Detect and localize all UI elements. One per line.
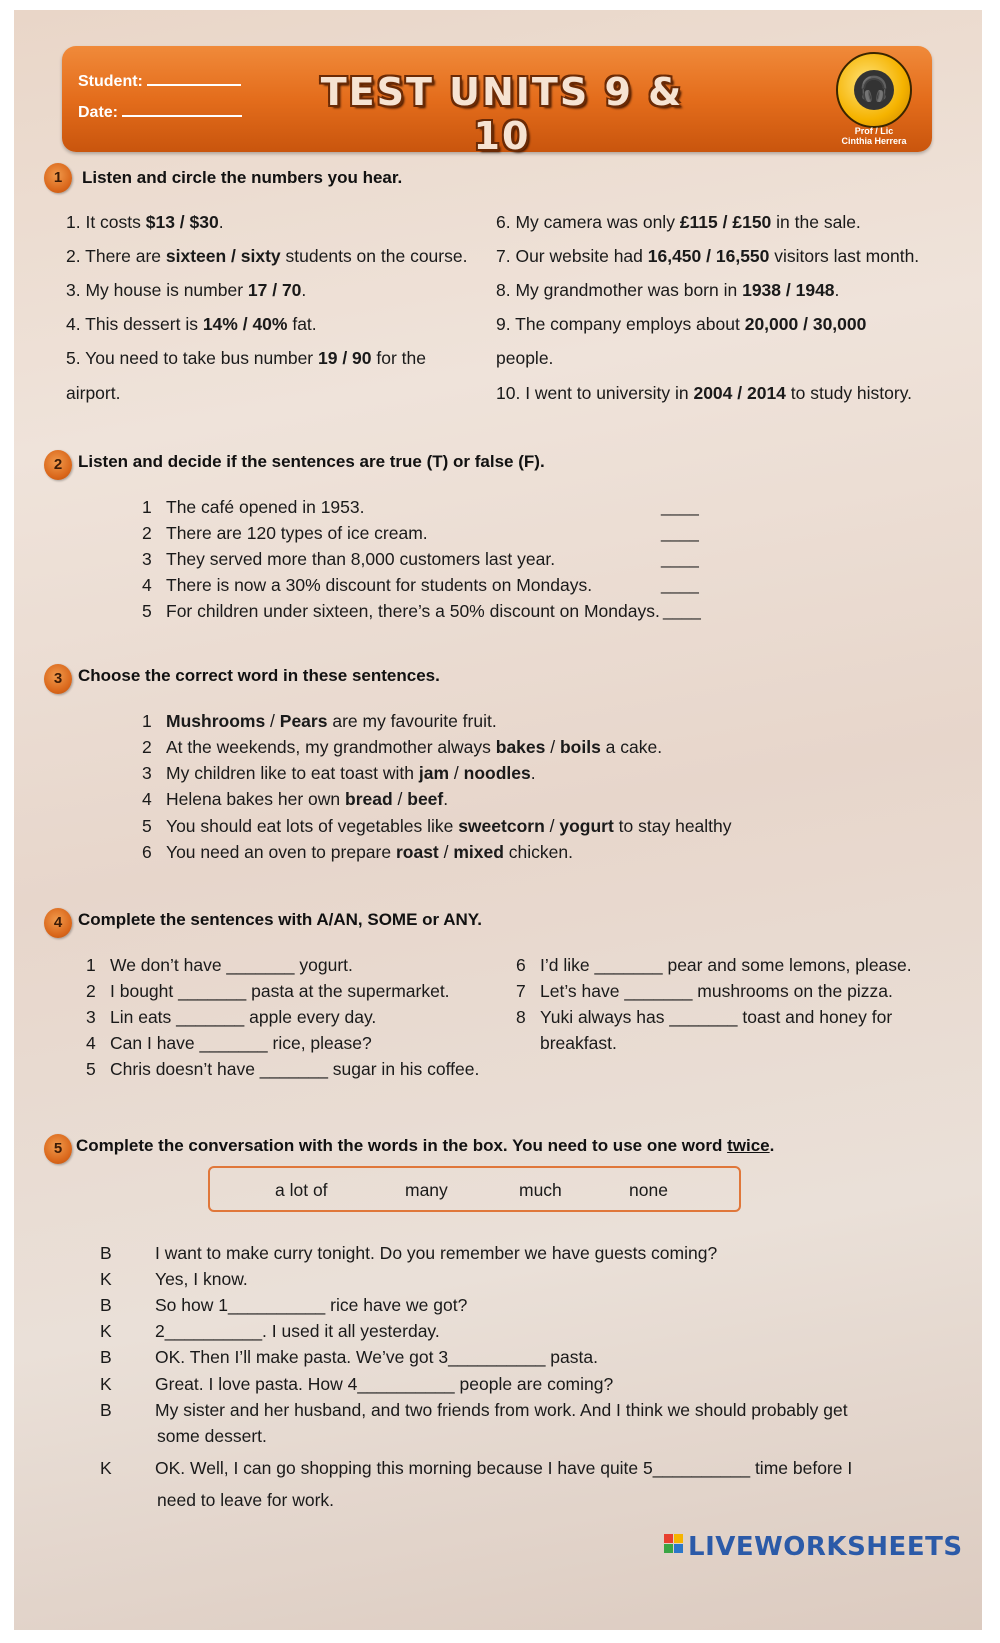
s1-choice-7[interactable]: 16,450 / 16,550: [647, 246, 770, 266]
s3-option-4a[interactable]: bread: [345, 789, 393, 809]
dialogue-speaker: K: [100, 1321, 112, 1341]
dialogue-line: My sister and her husband, and two friends from work. And I think we should probably get: [155, 1400, 848, 1420]
s4-item-8[interactable]: 8 Yuki always has _______ toast and honey for: [516, 1007, 893, 1027]
s1-choice-1[interactable]: $13 / $30: [145, 212, 219, 232]
section-1-title: Listen and circle the numbers you hear.: [82, 168, 403, 187]
s1-item-9-cont: people.: [496, 348, 554, 368]
s4-item-5[interactable]: 5 Chris doesn’t have _______ sugar in his coffee.: [86, 1059, 480, 1079]
s4-item-7[interactable]: 7 Let’s have _______ mushrooms on the pizza.: [516, 981, 893, 1001]
s1-item-7: 7. Our website had 16,450 / 16,550 visitors last month.: [496, 246, 920, 266]
s2-answer-2[interactable]: ____: [661, 523, 699, 542]
s4-item-3[interactable]: 3 Lin eats _______ apple every day.: [86, 1007, 377, 1027]
dialogue-speaker: K: [100, 1374, 112, 1394]
date-label: Date:: [78, 104, 119, 121]
date-line[interactable]: [122, 103, 242, 117]
s1-choice-9[interactable]: 20,000 / 30,000: [744, 314, 867, 334]
dialogue-speaker: B: [100, 1295, 112, 1315]
section-3-number: 3: [44, 664, 72, 694]
s3-option-2a[interactable]: bakes: [495, 737, 546, 757]
s4-item-1[interactable]: 1 We don’t have _______ yogurt.: [86, 955, 353, 975]
s1-choice-4[interactable]: 14% / 40%: [202, 314, 288, 334]
dialogue-line-blank-2[interactable]: 2__________. I used it all yesterday.: [155, 1321, 440, 1341]
s1-item-6: 6. My camera was only £115 / £150 in the sale.: [496, 212, 861, 232]
dialogue-line: I want to make curry tonight. Do you remember we have guests coming?: [155, 1243, 718, 1263]
s1-choice-2[interactable]: sixteen / sixty: [165, 246, 281, 266]
logo-caption-line-2: Cinthia Herrera: [841, 136, 907, 146]
header-banner: [62, 46, 932, 158]
s3-option-5a[interactable]: sweetcorn: [458, 816, 545, 836]
section-5-number: 5: [44, 1134, 72, 1164]
headphones-globe-icon: [836, 52, 912, 128]
student-label: Student:: [78, 73, 143, 90]
date-field: [78, 103, 242, 122]
s4-item-2[interactable]: 2 I bought _______ pasta at the supermarket.: [86, 981, 450, 1001]
s1-item-4: 4. This dessert is 14% / 40% fat.: [66, 314, 317, 334]
s3-item-4: 4 Helena bakes her own bread / beef.: [142, 789, 449, 809]
s4-item-6[interactable]: 6 I’d like _______ pear and some lemons, please.: [516, 955, 912, 975]
dialogue-speaker: B: [100, 1347, 112, 1367]
dialogue-speaker: B: [100, 1243, 112, 1263]
s2-item-1: 1 The café opened in 1953.: [142, 497, 365, 517]
dialogue-line-blank-4[interactable]: Great. I love pasta. How 4__________ people are coming?: [155, 1374, 614, 1394]
s1-item-3: 3. My house is number 17 / 70.: [66, 280, 307, 300]
section-2-title: Listen and decide if the sentences are true (T) or false (F).: [78, 452, 545, 471]
s2-answer-5[interactable]: ____: [663, 601, 701, 620]
s2-item-2: 2 There are 120 types of ice cream.: [142, 523, 428, 543]
section-3-title: Choose the correct word in these sentences.: [78, 666, 440, 685]
word-box: [208, 1166, 741, 1212]
section-5-title: Complete the conversation with the words in the box. You need to use one word twice.: [76, 1136, 775, 1155]
s1-item-5-cont: airport.: [66, 383, 121, 403]
s1-choice-8[interactable]: 1938 / 1948: [742, 280, 835, 300]
dialogue-line-blank-5[interactable]: OK. Well, I can go shopping this morning because I have quite 5__________ time before I: [155, 1458, 853, 1478]
s3-item-2: 2 At the weekends, my grandmother always bakes / boils a cake.: [142, 737, 663, 757]
s3-item-3: 3 My children like to eat toast with jam / noodles.: [142, 763, 536, 783]
section-2-number: 2: [44, 450, 72, 480]
s3-option-1b[interactable]: Pears: [279, 711, 328, 731]
s1-choice-5[interactable]: 19 / 90: [318, 348, 372, 368]
dialogue-speaker: B: [100, 1400, 112, 1420]
s2-item-3: 3 They served more than 8,000 customers last year.: [142, 549, 556, 569]
s3-option-5b[interactable]: yogurt: [559, 816, 614, 836]
section-4-number: 4: [44, 908, 72, 938]
section-5-title-underlined: twice: [727, 1136, 770, 1155]
s4-item-8-cont: breakfast.: [540, 1033, 617, 1053]
s2-item-4: 4 There is now a 30% discount for students on Mondays.: [142, 575, 593, 595]
s2-item-5: 5 For children under sixteen, there’s a 50% discount on Mondays.: [142, 601, 660, 621]
s3-item-5: 5 You should eat lots of vegetables like sweetcorn / yogurt to stay healthy: [142, 816, 732, 836]
s1-item-9: 9. The company employs about 20,000 / 30,000: [496, 314, 867, 334]
s2-answer-1[interactable]: ____: [661, 497, 699, 516]
s3-option-6a[interactable]: roast: [395, 842, 439, 862]
dialogue-speaker: K: [100, 1458, 112, 1478]
s1-item-8: 8. My grandmother was born in 1938 / 1948.: [496, 280, 840, 300]
word-box-item: none: [629, 1180, 668, 1200]
s3-item-1: 1 Mushrooms / Pears are my favourite fruit.: [142, 711, 497, 731]
dialogue-line-cont: need to leave for work.: [157, 1490, 335, 1510]
s3-option-1a[interactable]: Mushrooms: [166, 711, 266, 731]
s3-option-6b[interactable]: mixed: [453, 842, 504, 862]
section-1-number: 1: [44, 163, 72, 193]
word-box-item: many: [405, 1180, 448, 1200]
s4-item-4[interactable]: 4 Can I have _______ rice, please?: [86, 1033, 372, 1053]
dialogue-speaker: K: [100, 1269, 112, 1289]
s1-choice-6[interactable]: £115 / £150: [679, 212, 772, 232]
s3-item-6: 6 You need an oven to prepare roast / mixed chicken.: [142, 842, 573, 862]
word-box-item: a lot of: [275, 1180, 328, 1200]
dialogue-line-cont: some dessert.: [157, 1426, 267, 1446]
s1-item-2: 2. There are sixteen / sixty students on the course.: [66, 246, 468, 266]
logo-caption: [822, 126, 926, 146]
liveworksheets-wordmark: LIVEWORKSHEETS: [688, 1532, 963, 1562]
s3-option-2b[interactable]: boils: [559, 737, 601, 757]
s1-item-1: 1. It costs $13 / $30.: [66, 212, 224, 232]
s2-answer-3[interactable]: ____: [661, 549, 699, 568]
s1-choice-10[interactable]: 2004 / 2014: [693, 383, 786, 403]
s1-item-5: 5. You need to take bus number 19 / 90 for the: [66, 348, 427, 368]
page-title: TEST UNITS 9 & 10: [320, 70, 684, 158]
logo-caption-line-1: Prof / Lic: [854, 126, 894, 136]
s1-item-10: 10. I went to university in 2004 / 2014 to study history.: [496, 383, 913, 403]
dialogue-line-blank-3[interactable]: OK. Then I’ll make pasta. We’ve got 3__________ pasta.: [155, 1347, 598, 1367]
student-field: [78, 72, 241, 91]
word-box-item: much: [519, 1180, 562, 1200]
s3-option-3a[interactable]: jam: [418, 763, 450, 783]
dialogue-line: Yes, I know.: [155, 1269, 248, 1289]
dialogue-line-blank-1[interactable]: So how 1__________ rice have we got?: [155, 1295, 468, 1315]
globe-icon: 🎧: [854, 70, 894, 110]
s2-answer-4[interactable]: ____: [661, 575, 699, 594]
student-line[interactable]: [147, 72, 241, 86]
s1-choice-3[interactable]: 17 / 70: [247, 280, 302, 300]
liveworksheets-icon: [664, 1534, 684, 1562]
section-4-title: Complete the sentences with A/AN, SOME or ANY.: [78, 910, 482, 929]
liveworksheets-logo[interactable]: [664, 1532, 963, 1562]
s3-option-4b[interactable]: beef: [407, 789, 444, 809]
s3-option-3b[interactable]: noodles: [463, 763, 531, 783]
